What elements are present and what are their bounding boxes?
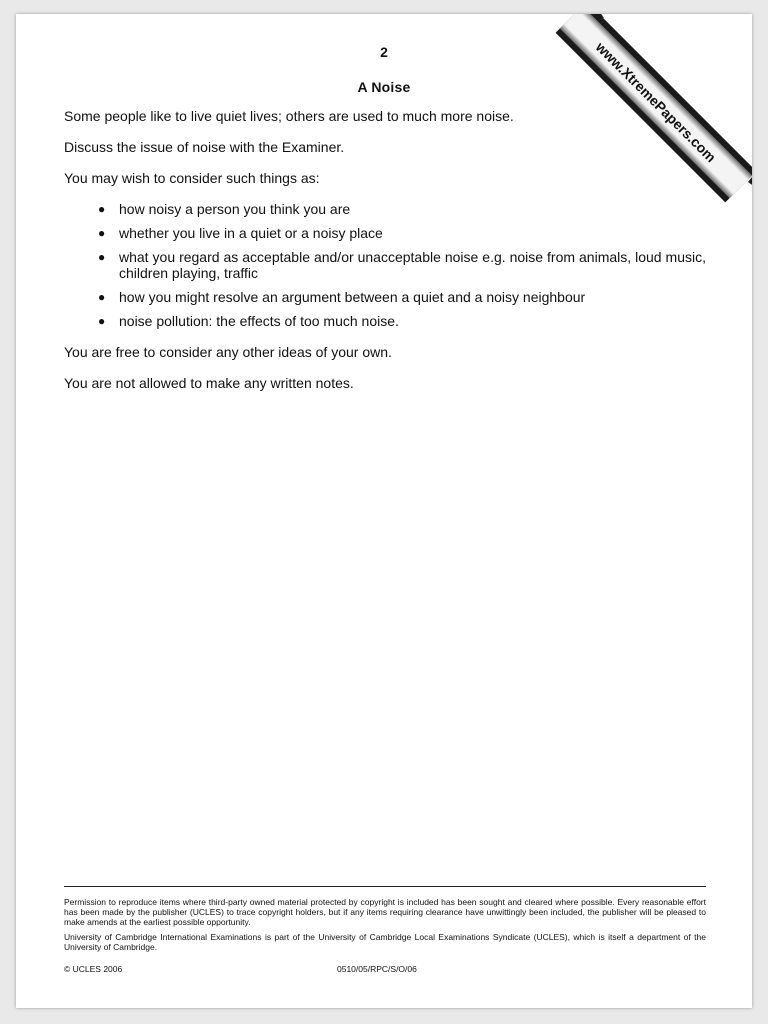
list-item-text: how you might resolve an argument between a quiet and a noisy neighbour bbox=[119, 289, 586, 305]
consider-text: You may wish to consider such things as: bbox=[64, 170, 320, 186]
list-item-text: what you regard as acceptable and/or unacceptable noise e.g. noise from animals, loud music, children playing, traffic bbox=[119, 249, 706, 281]
bullet-icon: ● bbox=[98, 226, 106, 240]
list-item bbox=[64, 225, 706, 241]
list-item bbox=[64, 289, 706, 305]
free-ideas-text: You are free to consider any other ideas of your own. bbox=[64, 344, 392, 360]
list-item-text: how noisy a person you think you are bbox=[119, 201, 351, 217]
no-notes-text: You are not allowed to make any written notes. bbox=[64, 375, 354, 391]
page-number: 2 bbox=[380, 44, 388, 60]
ucles-notice: University of Cambridge International Examinations is part of the University of Cambridge Local Examinations Syndicate (UCLES), which is itself a department of the University of Cambridge. bbox=[64, 932, 706, 952]
discuss-text: Discuss the issue of noise with the Examiner. bbox=[64, 139, 345, 155]
exam-page bbox=[16, 14, 752, 1008]
page-footer bbox=[64, 886, 706, 976]
footer-bottom-line bbox=[64, 964, 706, 976]
list-item-text: whether you live in a quiet or a noisy place bbox=[119, 225, 383, 241]
list-item bbox=[64, 249, 706, 281]
paper-code: 0510/05/RPC/S/O/06 bbox=[337, 964, 417, 974]
task-content bbox=[64, 108, 706, 406]
bullet-list bbox=[64, 201, 706, 329]
copyright-text: © UCLES 2006 bbox=[64, 964, 123, 974]
bullet-icon: ● bbox=[98, 202, 106, 216]
bullet-icon: ● bbox=[98, 314, 106, 328]
list-item bbox=[64, 313, 706, 329]
list-item-text: noise pollution: the effects of too much noise. bbox=[119, 313, 399, 329]
bullet-icon: ● bbox=[98, 290, 106, 304]
permission-notice: Permission to reproduce items where third-party owned material protected by copyright is included has been sought and cleared where possible. Every reasonable effort has been made by the publisher (UCLES) to trace copyright holders, but if any items requiring clearance have unwittingly been included, the publisher will be pleased to make amends at the earliest possible opportunity. bbox=[64, 897, 706, 927]
page-title: A Noise bbox=[357, 79, 411, 95]
list-item bbox=[64, 201, 706, 217]
banner-text: www.XtremePapers.com bbox=[592, 38, 720, 166]
bullet-icon: ● bbox=[98, 250, 106, 264]
intro-text: Some people like to live quiet lives; others are used to much more noise. bbox=[64, 108, 514, 124]
